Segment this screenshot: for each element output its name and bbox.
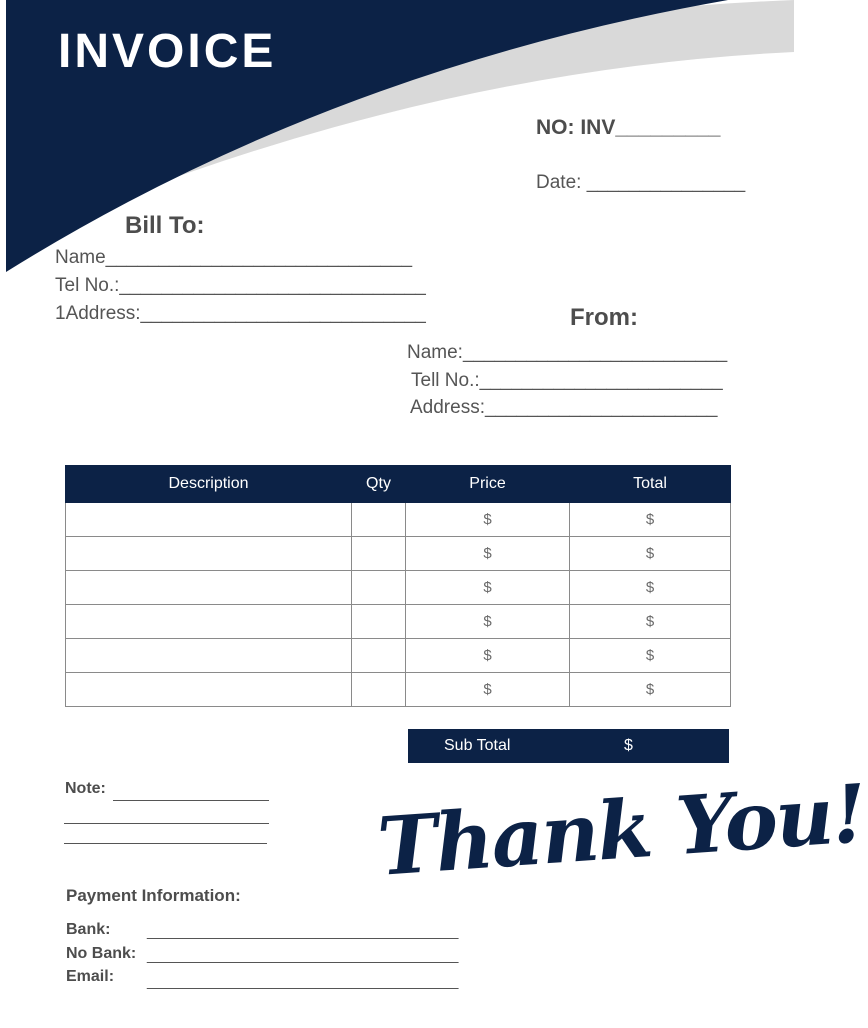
- items-table: [65, 465, 731, 707]
- table-row: [66, 571, 731, 605]
- note-line: [64, 843, 267, 844]
- bank-label: Bank:: [66, 921, 111, 938]
- description-cell: [66, 571, 352, 605]
- from-heading: From:: [570, 304, 638, 331]
- from-tel-field: Tell No.:_______________________: [411, 370, 723, 391]
- note-line: [113, 800, 269, 801]
- no-bank-line: ___________________________________: [147, 947, 459, 964]
- qty-cell: [352, 605, 406, 639]
- payment-info-heading: Payment Information:: [66, 886, 241, 905]
- note-line: [64, 823, 269, 824]
- qty-cell: [352, 673, 406, 707]
- invoice-title: INVOICE: [58, 25, 277, 78]
- total-cell: $: [570, 639, 731, 673]
- column-header-price: Price: [406, 466, 570, 503]
- thank-you-script: Thank You!: [374, 766, 868, 894]
- column-header-qty: Qty: [352, 466, 406, 503]
- bill-to-name-field: Name_____________________________: [55, 247, 413, 268]
- subtotal-bar: [408, 729, 729, 763]
- qty-cell: [352, 537, 406, 571]
- bill-to-address-field: 1Address:___________________________: [55, 303, 426, 324]
- description-cell: [66, 639, 352, 673]
- column-header-description: Description: [66, 466, 352, 503]
- price-cell: $: [406, 537, 570, 571]
- table-header-row: [66, 466, 731, 503]
- table-row: [66, 537, 731, 571]
- price-cell: $: [406, 673, 570, 707]
- email-label: Email:: [66, 968, 115, 985]
- table-row: [66, 605, 731, 639]
- price-cell: $: [406, 639, 570, 673]
- qty-cell: [352, 503, 406, 537]
- table-row: [66, 639, 731, 673]
- price-cell: $: [406, 605, 570, 639]
- total-cell: $: [570, 503, 731, 537]
- table-row: [66, 503, 731, 537]
- description-cell: [66, 503, 352, 537]
- description-cell: [66, 673, 352, 707]
- from-address-field: Address:______________________: [410, 397, 718, 418]
- total-cell: $: [570, 605, 731, 639]
- column-header-total: Total: [570, 466, 731, 503]
- subtotal-label: Sub Total: [444, 737, 511, 754]
- invoice-date: Date: _______________: [536, 172, 746, 193]
- qty-cell: [352, 639, 406, 673]
- subtotal-currency: $: [624, 737, 633, 754]
- total-cell: $: [570, 537, 731, 571]
- no-bank-label: No Bank:: [66, 945, 137, 962]
- total-cell: $: [570, 571, 731, 605]
- email-line: ___________________________________: [147, 973, 459, 990]
- total-cell: $: [570, 673, 731, 707]
- bank-line: ___________________________________: [147, 923, 459, 940]
- price-cell: $: [406, 503, 570, 537]
- invoice-number: NO: INV_________: [536, 116, 721, 139]
- description-cell: [66, 537, 352, 571]
- bill-to-tel-field: Tel No.:_____________________________: [55, 275, 426, 296]
- price-cell: $: [406, 571, 570, 605]
- from-name-field: Name:_________________________: [407, 342, 728, 363]
- description-cell: [66, 605, 352, 639]
- bill-to-heading: Bill To:: [125, 212, 205, 239]
- table-row: [66, 673, 731, 707]
- note-label: Note:: [65, 780, 106, 797]
- qty-cell: [352, 571, 406, 605]
